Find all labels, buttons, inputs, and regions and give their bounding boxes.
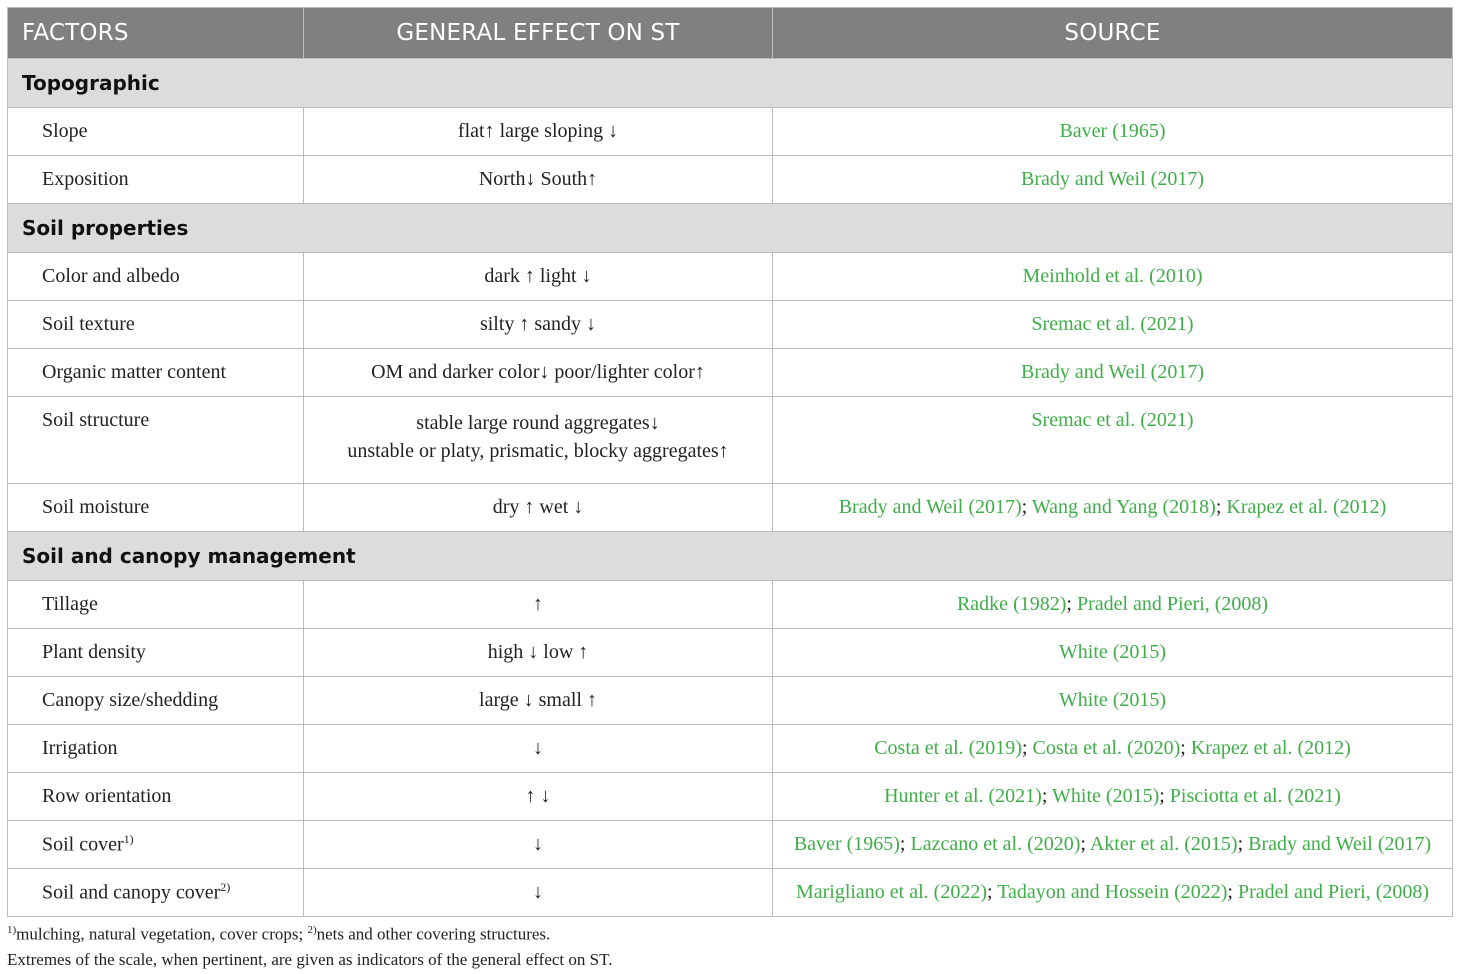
- table-row: [8, 821, 1453, 869]
- effect-cell: [304, 253, 773, 301]
- citation-link[interactable]: Sremac et al. (2021): [1031, 409, 1194, 431]
- factor-label: Row orientation: [42, 785, 172, 807]
- footnote-marker: 2): [220, 880, 231, 895]
- effect-cell: [304, 629, 773, 677]
- factor-cell: [8, 581, 304, 629]
- effect-line: ↓: [533, 833, 543, 855]
- effect-cell: [304, 108, 773, 156]
- effect-line: OM and darker color↓ poor/lighter color↑: [371, 361, 705, 383]
- factor-label: Tillage: [42, 593, 98, 615]
- effect-cell: [304, 725, 773, 773]
- table-row: [8, 397, 1453, 484]
- citation-link[interactable]: Lazcano et al. (2020): [910, 833, 1081, 855]
- factor-cell: [8, 156, 304, 204]
- table-row: [8, 725, 1453, 773]
- citation-link[interactable]: Baver (1965): [1059, 120, 1166, 142]
- table-row: [8, 629, 1453, 677]
- citation-link[interactable]: Baver (1965): [793, 833, 900, 855]
- citation-link[interactable]: White (2015): [1058, 689, 1167, 711]
- table-row: [8, 108, 1453, 156]
- header-general-effect: GENERAL EFFECT ON ST: [304, 8, 773, 59]
- citation-link[interactable]: Brady and Weil (2017): [1248, 833, 1432, 855]
- source-cell: [773, 397, 1453, 484]
- factor-label: Color and albedo: [42, 265, 180, 287]
- footnote-2-mark: 2): [307, 924, 317, 936]
- factor-cell: [8, 629, 304, 677]
- factor-cell: [8, 484, 304, 532]
- effect-line: large ↓ small ↑: [479, 689, 597, 711]
- table-row: [8, 253, 1453, 301]
- citation-link[interactable]: Brady and Weil (2017): [1021, 361, 1204, 383]
- factor-cell: [8, 821, 304, 869]
- effect-line: ↓: [533, 881, 543, 903]
- factor-cell: [8, 677, 304, 725]
- source-cell: [773, 629, 1453, 677]
- header-factors: FACTORS: [8, 8, 304, 59]
- factor-label: Soil cover: [42, 833, 124, 856]
- section-title: Soil properties: [8, 204, 1453, 253]
- source-cell: [773, 349, 1453, 397]
- factor-label: Plant density: [42, 641, 146, 663]
- factors-table-container: [7, 7, 1452, 917]
- footnote-1-mark: 1): [7, 924, 17, 936]
- effect-line: stable large round aggregates↓: [416, 412, 660, 434]
- citation-link[interactable]: Marigliano et al. (2022): [795, 881, 987, 903]
- factor-cell: [8, 869, 304, 917]
- source-cell: Brady and Weil (2017); Wang and Yang (2018); Krapez et al. (2012): [773, 484, 1453, 532]
- section-title: Soil and canopy management: [8, 532, 1453, 581]
- citation-link[interactable]: Krapez et al. (2012): [1190, 737, 1351, 759]
- source-cell: [773, 677, 1453, 725]
- citation-link[interactable]: Akter et al. (2015): [1089, 833, 1238, 855]
- effect-cell: [304, 349, 773, 397]
- factor-label: Soil and canopy cover: [42, 881, 221, 904]
- footnote-line-2: Extremes of the scale, when pertinent, are given as indicators of the general effect on ST.: [7, 949, 613, 969]
- citation-link[interactable]: Sremac et al. (2021): [1031, 313, 1194, 335]
- citation-link[interactable]: Costa et al. (2019): [874, 737, 1022, 759]
- effect-cell: [304, 301, 773, 349]
- source-cell: Marigliano et al. (2022); Tadayon and Hossein (2022); Pradel and Pieri, (2008): [773, 869, 1453, 917]
- footnote-1-text: mulching, natural vegetation, cover crops;: [16, 924, 308, 944]
- source-cell: [773, 108, 1453, 156]
- citation-link[interactable]: Pisciotta et al. (2021): [1169, 785, 1341, 807]
- factor-label: Irrigation: [42, 737, 118, 759]
- effect-line: high ↓ low ↑: [487, 641, 589, 663]
- table-row: [8, 581, 1453, 629]
- table-row: [8, 677, 1453, 725]
- factor-cell: [8, 773, 304, 821]
- citation-link[interactable]: Brady and Weil (2017): [1021, 168, 1204, 190]
- section-header-row: [8, 532, 1453, 581]
- effect-line: ↓: [533, 737, 543, 759]
- factor-cell: [8, 397, 304, 484]
- source-cell: Hunter et al. (2021); White (2015); Pisciotta et al. (2021): [773, 773, 1453, 821]
- citation-link[interactable]: Pradel and Pieri, (2008): [1237, 881, 1430, 903]
- factor-label: Organic matter content: [42, 361, 227, 383]
- effect-cell: [304, 821, 773, 869]
- factor-label: Soil moisture: [42, 496, 150, 518]
- factors-table: [7, 7, 1453, 917]
- table-row: [8, 484, 1453, 532]
- table-body: [8, 59, 1453, 917]
- citation-link[interactable]: Wang and Yang (2018): [1031, 496, 1216, 518]
- factor-cell: [8, 301, 304, 349]
- table-row: [8, 773, 1453, 821]
- effect-cell: [304, 484, 773, 532]
- effect-line: North↓ South↑: [478, 168, 598, 190]
- source-cell: Costa et al. (2019); Costa et al. (2020); Krapez et al. (2012): [773, 725, 1453, 773]
- effect-line: silty ↑ sandy ↓: [479, 313, 597, 335]
- source-cell: [773, 301, 1453, 349]
- table-row: [8, 156, 1453, 204]
- factor-label: Exposition: [42, 168, 129, 190]
- section-header-row: [8, 204, 1453, 253]
- table-header-row: [8, 8, 1453, 59]
- effect-cell: [304, 581, 773, 629]
- citation-link[interactable]: Hunter et al. (2021): [884, 785, 1042, 807]
- table-row: [8, 349, 1453, 397]
- citation-link[interactable]: Krapez et al. (2012): [1226, 496, 1387, 518]
- factor-cell: [8, 253, 304, 301]
- factor-cell: [8, 108, 304, 156]
- citation-link[interactable]: Tadayon and Hossein (2022): [997, 881, 1228, 903]
- factor-label: Soil texture: [42, 313, 135, 335]
- footnote-2-text: nets and other covering structures.: [316, 924, 551, 944]
- factor-cell: [8, 725, 304, 773]
- source-cell: [773, 253, 1453, 301]
- effect-line: ↑: [533, 593, 543, 615]
- factor-label: Soil structure: [42, 409, 150, 431]
- citation-link[interactable]: White (2015): [1052, 785, 1160, 807]
- effect-cell: [304, 869, 773, 917]
- citation-link[interactable]: Meinhold et al. (2010): [1022, 265, 1203, 287]
- effect-line: dark ↑ light ↓: [484, 265, 592, 287]
- footnote-line-1: [7, 918, 612, 947]
- source-cell: [773, 156, 1453, 204]
- table-footnotes: [7, 918, 612, 972]
- effect-line: dry ↑ wet ↓: [492, 496, 584, 518]
- effect-cell: [304, 773, 773, 821]
- table-row: [8, 301, 1453, 349]
- effect-line: flat↑ large sloping ↓: [457, 120, 619, 142]
- effect-cell: [304, 397, 773, 484]
- table-row: [8, 869, 1453, 917]
- footnote-marker: 1): [123, 832, 134, 847]
- citation-link[interactable]: Costa et al. (2020): [1032, 737, 1181, 759]
- effect-line: ↑ ↓: [525, 785, 551, 807]
- section-header-row: [8, 59, 1453, 108]
- effect-cell: [304, 156, 773, 204]
- factor-label: Canopy size/shedding: [42, 689, 219, 711]
- section-title: Topographic: [8, 59, 1453, 108]
- citation-link[interactable]: Radke (1982): [956, 593, 1067, 615]
- citation-link[interactable]: Brady and Weil (2017): [838, 496, 1022, 518]
- header-source: SOURCE: [773, 8, 1453, 59]
- citation-link[interactable]: White (2015): [1058, 641, 1167, 663]
- effect-line: unstable or platy, prismatic, blocky aggregates↑: [347, 440, 729, 462]
- effect-cell: [304, 677, 773, 725]
- source-cell: Radke (1982); Pradel and Pieri, (2008): [773, 581, 1453, 629]
- factor-cell: [8, 349, 304, 397]
- citation-link[interactable]: Pradel and Pieri, (2008): [1076, 593, 1269, 615]
- factor-label: Slope: [42, 120, 88, 142]
- source-cell: Baver (1965); Lazcano et al. (2020); Akter et al. (2015); Brady and Weil (2017): [773, 821, 1453, 869]
